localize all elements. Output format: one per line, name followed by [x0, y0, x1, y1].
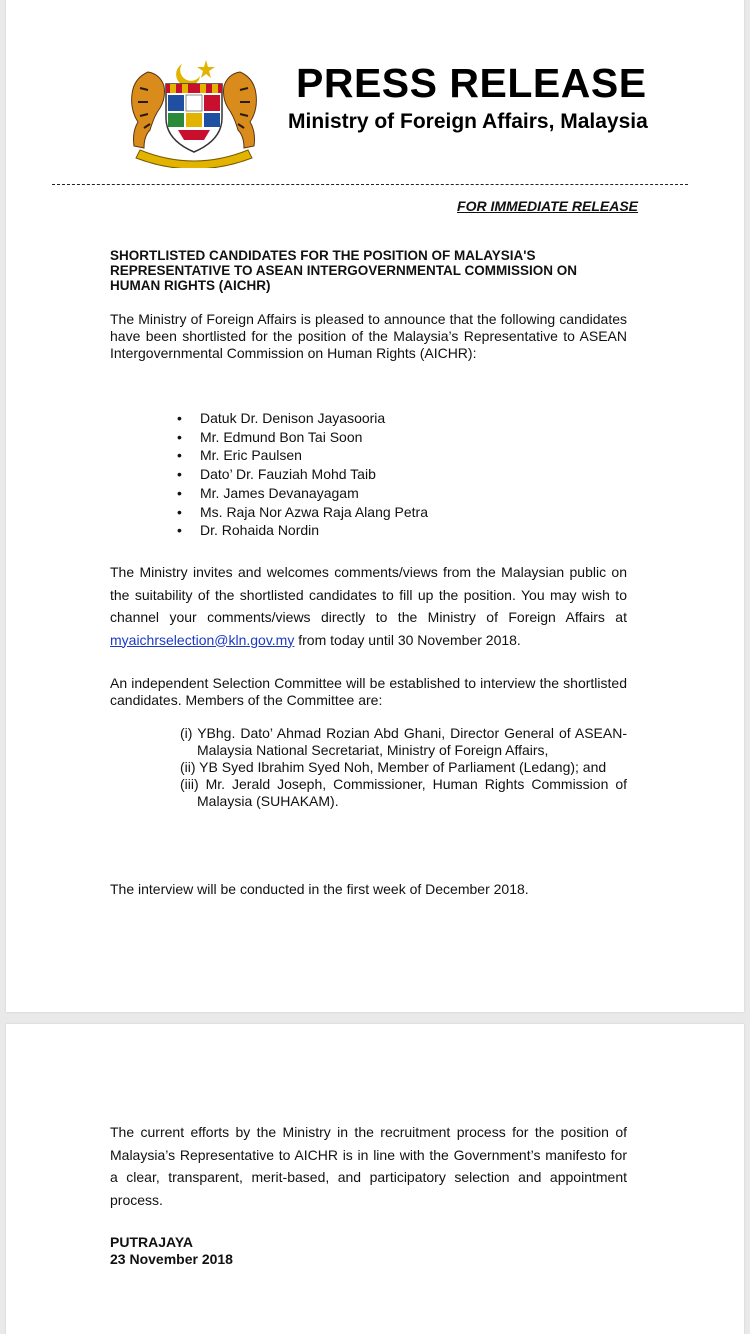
list-item: (ii) YB Syed Ibrahim Syed Noh, Member of Parliament (Ledang); and	[180, 759, 607, 775]
closing-paragraph: The current efforts by the Ministry in the recruitment process for the position of Malaysia’s Representative to AICHR is in line with the Government’s manifesto for a clear, transparent, merit-based, and participatory selection and appointment process.	[110, 1124, 627, 1208]
headline: SHORTLISTED CANDIDATES FOR THE POSITION OF MALAYSIA'S REPRESENTATIVE TO ASEAN INTERGOVERNMENTAL COMMISSION ON HUMAN RIGHTS (AICHR)	[110, 248, 578, 293]
list-item: (i) YBhg. Dato’ Ahmad Rozian Abd Ghani, Director General of ASEAN-Malaysia National Secretariat, Ministry of Foreign Affairs,	[180, 725, 627, 758]
list-item: • Mr. Edmund Bon Tai Soon	[172, 428, 428, 447]
list-item: • Datuk Dr. Denison Jayasooria	[172, 409, 428, 428]
invite-text-after: from today until 30 November 2018.	[294, 631, 521, 648]
list-item: • Ms. Raja Nor Azwa Raja Alang Petra	[172, 503, 428, 522]
press-release-title: PRESS RELEASE	[296, 60, 647, 106]
list-item: (iii) Mr. Jerald Joseph, Commissioner, Human Rights Commission of Malaysia (SUHAKAM).	[180, 776, 627, 809]
coat-of-arms-icon	[118, 58, 270, 168]
interview-note: The interview will be conducted in the first week of December 2018.	[110, 881, 529, 897]
candidate-list	[172, 409, 428, 540]
email-link[interactable]: myaichrselection@kln.gov.my	[110, 631, 295, 648]
immediate-release-tag: FOR IMMEDIATE RELEASE	[457, 198, 638, 214]
invite-text-before: The Ministry invites and welcomes comments/views from the Malaysian public on the suitability of the shortlisted candidates to fill up the position. You may wish to channel your comments/views directly to the Ministry of Foreign Affairs at	[110, 564, 627, 625]
committee-list	[180, 725, 627, 810]
signoff-date: 23 November 2018	[110, 1251, 233, 1267]
list-item: • Mr. Eric Paulsen	[172, 446, 428, 465]
invite-paragraph	[110, 561, 627, 651]
committee-intro-paragraph: An independent Selection Committee will be established to interview the shortlisted candidates. Members of the Committee are:	[110, 675, 627, 708]
signoff-place: PUTRAJAYA	[110, 1234, 193, 1250]
signoff	[110, 1234, 233, 1268]
list-item: • Dr. Rohaida Nordin	[172, 521, 428, 540]
header-divider	[52, 184, 688, 185]
intro-paragraph: The Ministry of Foreign Affairs is pleased to announce that the following candidates have been shortlisted for the position of the Malaysia’s Representative to ASEAN Intergovernmental Commission on Human Rights (AICHR):	[110, 311, 627, 361]
list-item: • Dato’ Dr. Fauziah Mohd Taib	[172, 465, 428, 484]
ministry-name: Ministry of Foreign Affairs, Malaysia	[288, 110, 648, 133]
list-item: • Mr. James Devanayagam	[172, 484, 428, 503]
